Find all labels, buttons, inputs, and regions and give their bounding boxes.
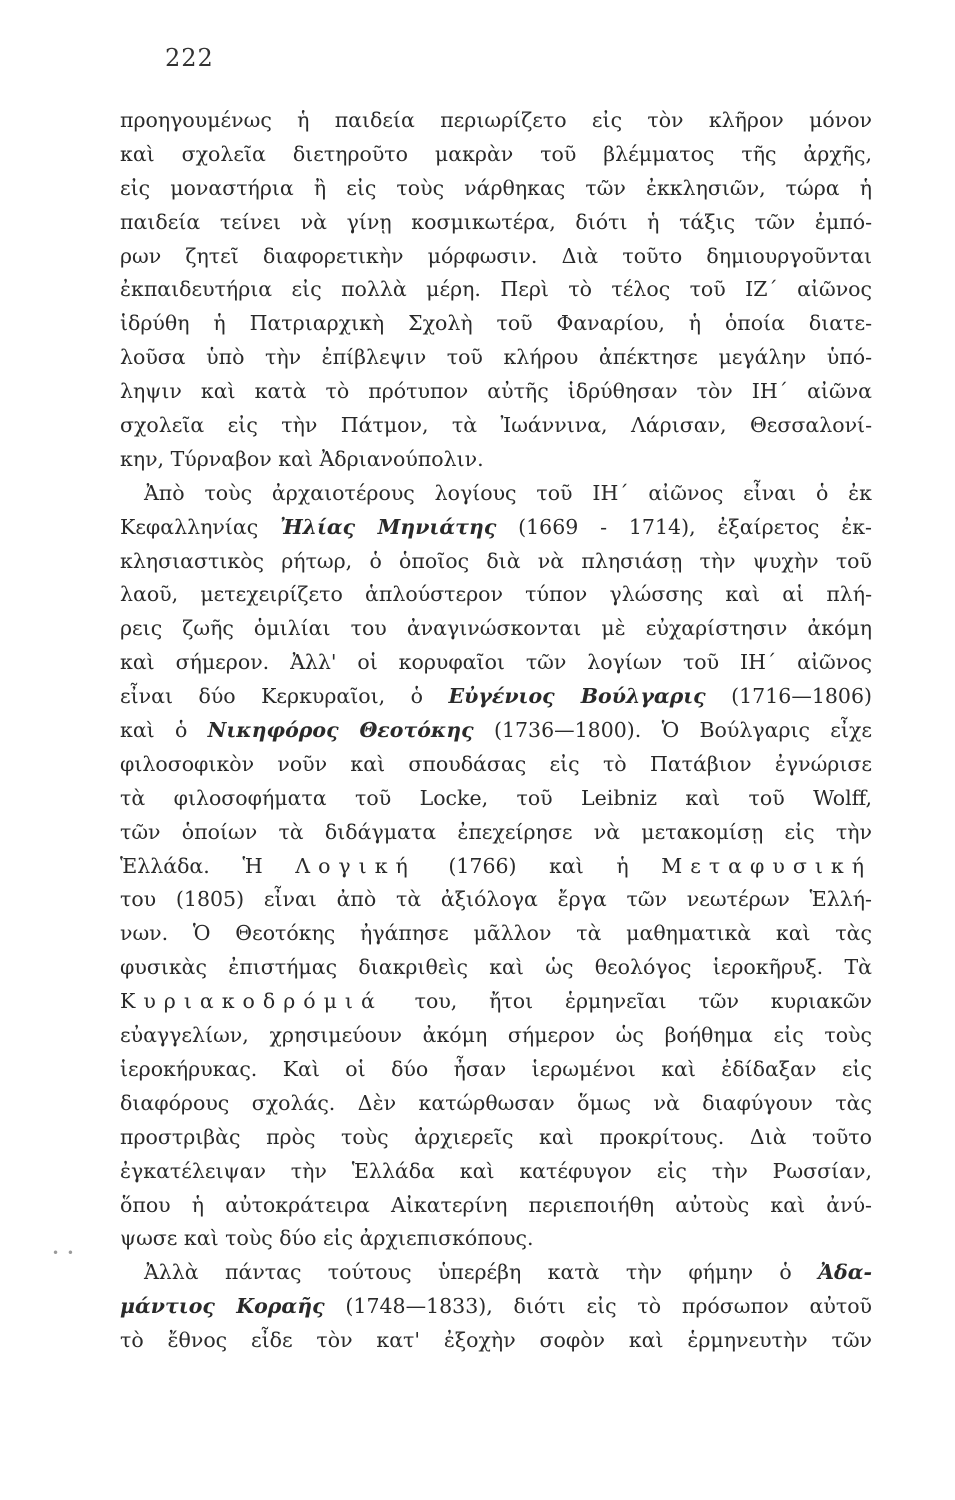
text-run: καὶ ὁ	[120, 718, 208, 743]
work-title: Κυριακοδρόμιά	[120, 989, 383, 1014]
text-run: καὶ σχολεῖα διετηροῦτο μακρὰν τοῦ βλέμματος τῆς ἀρχῆς,	[120, 141, 872, 166]
text-run: τὸ ἔθνος εἶδε τὸν κατ' ἐξοχὴν σοφὸν καὶ ἑρμηνευτὴν τῶν	[120, 1328, 872, 1353]
text-line	[120, 443, 872, 477]
text-run: προστριβὰς πρὸς τοὺς ἀρχιερεῖς καὶ προκρίτους. Διὰ τοῦτο	[120, 1124, 872, 1149]
text-run: (1669 - 1714), ἐξαίρετος ἐκ-	[496, 514, 872, 539]
text-line	[120, 816, 872, 850]
text-line	[120, 850, 872, 884]
text-run: ὅπου ἡ αὐτοκράτειρα Αἰκατερίνη περιεποιήθη αὐτοὺς καὶ ἀνύ-	[120, 1192, 872, 1217]
text-run: ἐκπαιδευτήρια εἰς πολλὰ μέρη. Περὶ τὸ τέλος τοῦ ΙΖ΄ αἰῶνος	[120, 277, 872, 302]
text-run: Ἀπὸ τοὺς ἀρχαιοτέρους λογίους τοῦ ΙΗ΄ αἰῶνος εἶναι ὁ ἐκ	[144, 480, 872, 505]
text-line	[120, 1155, 872, 1189]
text-run: φυσικὰς ἐπιστήμας διακριθεὶς καὶ ὡς θεολόγος ἱεροκῆρυξ. Τὰ	[120, 955, 872, 980]
text-line	[120, 1290, 872, 1324]
text-line	[120, 951, 872, 985]
text-line	[120, 646, 872, 680]
text-line	[120, 1189, 872, 1223]
text-run: (1736—1800). Ὁ Βούλγαρις εἶχε	[473, 718, 872, 743]
text-run: νων. Ὁ Θεοτόκης ἠγάπησε μᾶλλον τὰ μαθηματικὰ καὶ τὰς	[120, 921, 872, 946]
text-run: ἱδρύθη ἡ Πατριαρχικὴ Σχολὴ τοῦ Φαναρίου, ἡ ὁποία διατε-	[120, 311, 872, 336]
text-run: εἶναι δύο Κερκυραῖοι, ὁ	[120, 684, 449, 709]
text-run: του (1805) εἶναι ἀπὸ τὰ ἀξιόλογα ἔργα τῶν νεωτέρων Ἑλλή-	[120, 887, 872, 912]
text-line	[120, 240, 872, 274]
text-line	[120, 511, 872, 545]
text-run: Ἑλλάδα. Ἡ	[120, 853, 296, 878]
text-line	[120, 104, 872, 138]
page-number: 222	[165, 44, 214, 72]
text-run: εἰς μοναστήρια ἢ εἰς τοὺς νάρθηκας τῶν ἐκκλησιῶν, τώρα ἡ	[120, 175, 872, 200]
text-run: του, ἤτοι ἑρμηνεῖαι τῶν κυριακῶν	[382, 989, 872, 1014]
work-title: Μεταφυσική	[661, 853, 872, 878]
text-line	[120, 307, 872, 341]
text-run: τὰ φιλοσοφήματα τοῦ Locke, τοῦ Leibniz καὶ τοῦ Wolff,	[120, 785, 872, 810]
text-run: προηγουμένως ἡ παιδεία περιωρίζετο εἰς τὸν κλῆρον μόνον	[120, 108, 872, 132]
text-line	[120, 714, 872, 748]
text-run: καὶ σήμερον. Ἀλλ' οἱ κορυφαῖοι τῶν λογίων τοῦ ΙΗ΄ αἰῶνος	[120, 650, 872, 675]
text-run: φιλοσοφικὸν νοῦν καὶ σπουδάσας εἰς τὸ Πατάβιον ἐγνώρισε	[120, 751, 872, 776]
text-line	[120, 1222, 872, 1256]
person-name: μάντιος Κοραῆς	[120, 1294, 325, 1319]
text-line	[120, 917, 872, 951]
text-line	[120, 1121, 872, 1155]
text-line	[120, 172, 872, 206]
text-line	[120, 409, 872, 443]
margin-mark: • •	[52, 1246, 76, 1260]
text-run: κλησιαστικὸς ρήτωρ, ὁ ὁποῖος διὰ νὰ πλησιάσῃ τὴν ψυχὴν τοῦ	[120, 548, 872, 573]
text-line	[120, 1087, 872, 1121]
text-run: ρεις ζωῆς ὁμιλίαι του ἀναγινώσκονται μὲ εὐχαρίστησιν ἀκόμη	[120, 616, 872, 641]
text-line	[120, 748, 872, 782]
text-line	[120, 1053, 872, 1087]
text-line	[120, 680, 872, 714]
text-line	[120, 578, 872, 612]
text-line	[120, 883, 872, 917]
text-line	[120, 545, 872, 579]
text-run: (1766) καὶ ἡ	[415, 853, 662, 878]
text-run: Κεφαλληνίας	[120, 514, 281, 539]
text-run: (1716—1806)	[705, 684, 872, 709]
text-run: Ἀλλὰ πάντας τούτους ὑπερέβη κατὰ τὴν φήμην ὁ	[144, 1260, 819, 1285]
text-line	[120, 1324, 872, 1358]
body-text	[120, 104, 872, 1358]
text-line	[120, 375, 872, 409]
text-run: λοῦσα ὑπὸ τὴν ἐπίβλεψιν τοῦ κλήρου ἀπέκτησε μεγάλην ὑπό-	[120, 345, 872, 370]
text-line	[120, 1256, 872, 1290]
text-line	[120, 612, 872, 646]
text-line	[120, 985, 872, 1019]
text-run: τῶν ὁποίων τὰ διδάγματα ἐπεχείρησε νὰ μετακομίσῃ εἰς τὴν	[120, 819, 872, 844]
text-run: ληψιν καὶ κατὰ τὸ πρότυπον αὐτῆς ἱδρύθησαν τὸν ΙΗ΄ αἰῶνα	[120, 379, 872, 404]
text-line	[120, 341, 872, 375]
text-run: διαφόρους σχολάς. Δὲν κατώρθωσαν ὅμως νὰ διαφύγουν τὰς	[120, 1090, 872, 1115]
person-name: Ἀδα-	[818, 1260, 872, 1285]
text-run: ἐγκατέλειψαν τὴν Ἑλλάδα καὶ κατέφυγον εἰς τὴν Ρωσσίαν,	[120, 1158, 872, 1183]
text-run: παιδεία τείνει νὰ γίνῃ κοσμικωτέρα, διότι ἡ τάξις τῶν ἐμπό-	[120, 209, 872, 234]
text-line	[120, 477, 872, 511]
text-run: σχολεῖα εἰς τὴν Πάτμον, τὰ Ἰωάννινα, Λάρισαν, Θεσσαλονί-	[120, 413, 872, 438]
text-run: λαοῦ, μετεχειρίζετο ἁπλούστερον τύπον γλώσσης καὶ αἱ πλή-	[120, 582, 872, 607]
text-line	[120, 206, 872, 240]
text-line	[120, 138, 872, 172]
text-run: ρων ζητεῖ διαφορετικὴν μόρφωσιν. Διὰ τοῦτο δημιουργοῦνται	[120, 243, 872, 268]
text-line	[120, 782, 872, 816]
text-run: κην, Τύρναβον καὶ Ἀδριανούπολιν.	[120, 446, 484, 471]
text-run: εὐαγγελίων, χρησιμεύουν ἀκόμη σήμερον ὡς βοήθημα εἰς τοὺς	[120, 1023, 872, 1048]
text-run: ἱεροκήρυκας. Καὶ οἱ δύο ἦσαν ἱερωμένοι καὶ ἐδίδαξαν εἰς	[120, 1056, 872, 1081]
person-name: Νικηφόρος Θεοτόκης	[207, 718, 474, 743]
text-run: ψωσε καὶ τοὺς δύο εἰς ἀρχιεπισκόπους.	[120, 1226, 534, 1251]
person-name: Ἠλίας Μηνιάτης	[280, 514, 497, 539]
work-title: Λογική	[295, 853, 416, 878]
text-line	[120, 273, 872, 307]
person-name: Εὐγένιος Βούλγαρις	[448, 684, 706, 709]
text-line	[120, 1019, 872, 1053]
text-run: (1748—1833), διότι εἰς τὸ πρόσωπον αὐτοῦ	[324, 1294, 872, 1319]
